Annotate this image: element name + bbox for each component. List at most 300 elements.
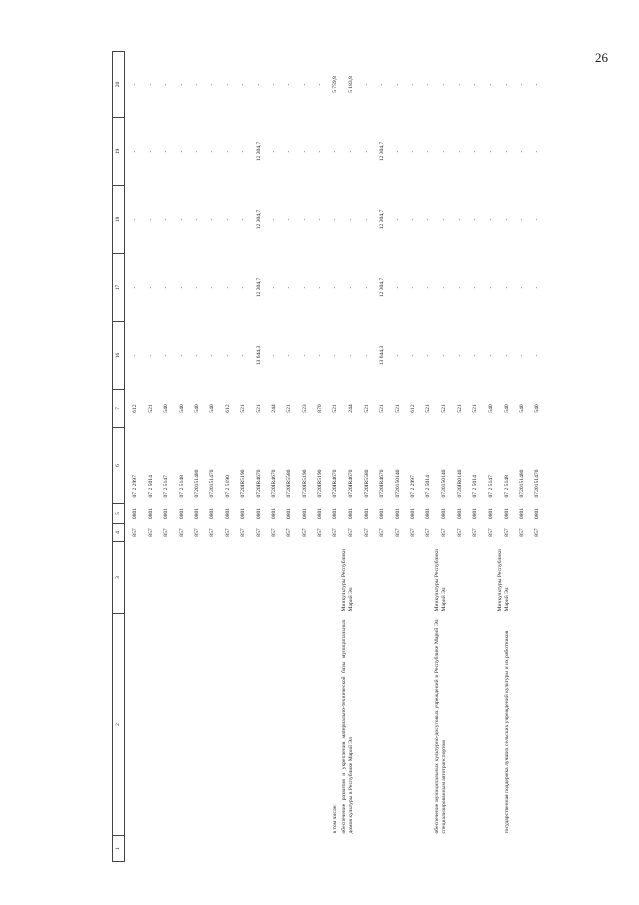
amount-2018-cell: - bbox=[441, 218, 448, 221]
ministry-code-cell: 857 bbox=[441, 528, 448, 537]
amount-2018-cell: - bbox=[394, 218, 401, 221]
amount-2016-cell: - bbox=[193, 354, 200, 357]
amount-2019-cell: - bbox=[363, 150, 370, 153]
amount-2020-cell: - bbox=[410, 83, 417, 86]
amount-2016-cell: - bbox=[487, 354, 494, 357]
amount-2020-cell: - bbox=[178, 83, 185, 86]
column-header: 7 bbox=[113, 390, 125, 428]
section-code-cell: 0801 bbox=[410, 507, 417, 520]
ministry-code-cell: 857 bbox=[534, 528, 541, 537]
expense-type-cell: 521 bbox=[425, 404, 432, 413]
target-article-cell: 0720IR4670 bbox=[270, 469, 277, 498]
amount-2019-cell: - bbox=[286, 150, 293, 153]
amount-2020-cell: - bbox=[209, 83, 216, 86]
amount-2016-cell: - bbox=[518, 354, 525, 357]
responsible-cell bbox=[233, 542, 248, 614]
amount-2020-cell: - bbox=[518, 83, 525, 86]
ministry-code-cell: 857 bbox=[472, 528, 479, 537]
description-cell bbox=[356, 614, 371, 836]
amount-2018-cell: - bbox=[270, 218, 277, 221]
section-code-cell: 0801 bbox=[317, 507, 324, 520]
amount-2017-cell: - bbox=[132, 286, 139, 289]
description-cell bbox=[248, 614, 263, 836]
amount-2016-cell: - bbox=[363, 354, 370, 357]
expense-type-cell: 521 bbox=[394, 404, 401, 413]
table-row bbox=[387, 52, 402, 862]
amount-2016-cell: - bbox=[178, 354, 185, 357]
table-row bbox=[480, 52, 495, 862]
target-article-cell: 07 2 2997 bbox=[410, 475, 417, 498]
target-article-cell: 0720IR4670 bbox=[255, 469, 262, 498]
expense-type-cell: 540 bbox=[178, 404, 185, 413]
expense-type-cell: 523 bbox=[301, 404, 308, 413]
amount-2016-cell: - bbox=[240, 354, 247, 357]
amount-2020-cell: - bbox=[147, 83, 154, 86]
section-code-cell: 0801 bbox=[487, 507, 494, 520]
amount-2020-cell: - bbox=[534, 83, 541, 86]
amount-2019-cell: - bbox=[332, 150, 339, 153]
column-header: 4 bbox=[113, 524, 125, 542]
table-row bbox=[496, 52, 512, 862]
target-article-cell: 0720IR5190 bbox=[240, 469, 247, 498]
row-number-cell bbox=[264, 836, 279, 862]
responsible-cell bbox=[202, 542, 217, 614]
column-header: 16 bbox=[113, 322, 125, 390]
responsible-cell bbox=[125, 542, 141, 614]
amount-2019-cell: 12 304,7 bbox=[255, 141, 262, 162]
amount-2017-cell: - bbox=[163, 286, 170, 289]
amount-2019-cell: - bbox=[270, 150, 277, 153]
amount-2016-cell: - bbox=[209, 354, 216, 357]
page-number: 26 bbox=[595, 50, 608, 65]
amount-2020-cell: - bbox=[379, 83, 386, 86]
section-code-cell: 0801 bbox=[270, 507, 277, 520]
section-code-cell: 0801 bbox=[240, 507, 247, 520]
target-article-cell: 0720150140 bbox=[394, 469, 401, 498]
amount-2020-cell: - bbox=[472, 83, 479, 86]
amount-2018-cell: - bbox=[487, 218, 494, 221]
table-row bbox=[248, 52, 263, 862]
ministry-code-cell: 857 bbox=[425, 528, 432, 537]
ministry-code-cell: 857 bbox=[348, 528, 355, 537]
section-code-cell: 0801 bbox=[441, 507, 448, 520]
description-cell bbox=[264, 614, 279, 836]
responsible-cell bbox=[418, 542, 433, 614]
target-article-cell: 0720151470 bbox=[534, 469, 541, 498]
amount-2019-cell: - bbox=[487, 150, 494, 153]
expense-type-cell: 521 bbox=[255, 404, 262, 413]
target-article-cell: 07 2 5148 bbox=[503, 475, 510, 498]
responsible-cell bbox=[140, 542, 155, 614]
amount-2019-cell: - bbox=[410, 150, 417, 153]
row-number-cell bbox=[480, 836, 495, 862]
description-cell bbox=[418, 614, 433, 836]
header-row bbox=[113, 52, 125, 862]
table-row bbox=[512, 52, 527, 862]
expense-type-cell: 540 bbox=[518, 404, 525, 413]
ministry-code-cell: 857 bbox=[363, 528, 370, 537]
column-header: 3 bbox=[113, 542, 125, 614]
amount-2019-cell: - bbox=[193, 150, 200, 153]
row-number-cell bbox=[217, 836, 232, 862]
table-body bbox=[125, 52, 543, 862]
ministry-code-cell: 857 bbox=[301, 528, 308, 537]
section-code-cell: 0801 bbox=[132, 507, 139, 520]
amount-2019-cell: - bbox=[503, 150, 510, 153]
table-row bbox=[372, 52, 387, 862]
amount-2018-cell: - bbox=[425, 218, 432, 221]
section-code-cell: 0801 bbox=[209, 507, 216, 520]
row-number-cell bbox=[403, 836, 418, 862]
responsible-cell bbox=[480, 542, 495, 614]
amount-2018-cell: - bbox=[332, 218, 339, 221]
ministry-code-cell: 857 bbox=[163, 528, 170, 537]
amount-2019-cell: - bbox=[163, 150, 170, 153]
expense-type-cell: 244 bbox=[270, 404, 277, 413]
amount-2016-cell: - bbox=[394, 354, 401, 357]
amount-2017-cell: - bbox=[472, 286, 479, 289]
ministry-code-cell: 857 bbox=[132, 528, 139, 537]
section-code-cell: 0801 bbox=[286, 507, 293, 520]
ministry-code-cell: 857 bbox=[317, 528, 324, 537]
description-cell bbox=[480, 614, 495, 836]
description-cell bbox=[233, 614, 248, 836]
description-cell: государственная поддержка лучших сельских учреждений культуры и их работников bbox=[503, 630, 510, 834]
amount-2019-cell: - bbox=[534, 150, 541, 153]
row-number-cell bbox=[202, 836, 217, 862]
description-cell bbox=[171, 614, 186, 836]
amount-2019-cell: - bbox=[240, 150, 247, 153]
description-cell bbox=[217, 614, 232, 836]
amount-2016-cell: - bbox=[163, 354, 170, 357]
amount-2020-cell: - bbox=[255, 83, 262, 86]
amount-2020-cell: - bbox=[240, 83, 247, 86]
amount-2020-cell: - bbox=[193, 83, 200, 86]
ministry-code-cell: 857 bbox=[147, 528, 154, 537]
amount-2018-cell: - bbox=[286, 218, 293, 221]
amount-2017-cell: 12 304,7 bbox=[379, 277, 386, 298]
amount-2016-cell: 13 644,3 bbox=[379, 345, 386, 366]
amount-2017-cell: - bbox=[209, 286, 216, 289]
column-header: 19 bbox=[113, 118, 125, 186]
amount-2016-cell: - bbox=[224, 354, 231, 357]
amount-2018-cell: - bbox=[193, 218, 200, 221]
expense-type-cell: 244 bbox=[348, 404, 355, 413]
amount-2017-cell: - bbox=[441, 286, 448, 289]
amount-2016-cell: - bbox=[534, 354, 541, 357]
row-number-cell bbox=[310, 836, 325, 862]
section-code-cell: 0801 bbox=[348, 507, 355, 520]
expense-type-cell: 540 bbox=[193, 404, 200, 413]
responsible-cell bbox=[217, 542, 232, 614]
amount-2018-cell: - bbox=[410, 218, 417, 221]
amount-2020-cell: - bbox=[363, 83, 370, 86]
target-article-cell: 07 2 5147 bbox=[487, 475, 494, 498]
amount-2018-cell: - bbox=[518, 218, 525, 221]
description-cell bbox=[512, 614, 527, 836]
description-cell bbox=[387, 614, 402, 836]
description-cell bbox=[310, 614, 325, 836]
responsible-cell bbox=[449, 542, 464, 614]
section-code-cell: 0801 bbox=[224, 507, 231, 520]
amount-2020-cell: - bbox=[163, 83, 170, 86]
responsible-cell bbox=[171, 542, 186, 614]
column-header: 1 bbox=[113, 836, 125, 862]
row-number-cell bbox=[140, 836, 155, 862]
row-number-cell bbox=[279, 836, 294, 862]
amount-2017-cell: - bbox=[425, 286, 432, 289]
row-number-cell bbox=[233, 836, 248, 862]
amount-2017-cell: - bbox=[147, 286, 154, 289]
table-row bbox=[418, 52, 433, 862]
section-code-cell: 0801 bbox=[147, 507, 154, 520]
amount-2020-cell: - bbox=[441, 83, 448, 86]
responsible-cell bbox=[527, 542, 542, 614]
expense-type-cell: 521 bbox=[363, 404, 370, 413]
row-number-cell bbox=[356, 836, 371, 862]
row-number-cell bbox=[449, 836, 464, 862]
responsible-cell bbox=[294, 542, 309, 614]
section-code-cell: 0801 bbox=[425, 507, 432, 520]
amount-2018-cell: - bbox=[317, 218, 324, 221]
section-code-cell: 0801 bbox=[363, 507, 370, 520]
amount-2017-cell: 12 304,7 bbox=[255, 277, 262, 298]
ministry-code-cell: 857 bbox=[410, 528, 417, 537]
amount-2018-cell: 12 304,7 bbox=[379, 209, 386, 230]
ministry-code-cell: 857 bbox=[487, 528, 494, 537]
target-article-cell: 0720IR5580 bbox=[363, 469, 370, 498]
responsible-cell bbox=[372, 542, 387, 614]
expense-type-cell: 521 bbox=[472, 404, 479, 413]
table-row bbox=[294, 52, 309, 862]
amount-2020-cell: - bbox=[270, 83, 277, 86]
ministry-code-cell: 857 bbox=[224, 528, 231, 537]
target-article-cell: 0720151470 bbox=[209, 469, 216, 498]
table-row bbox=[340, 52, 356, 862]
amount-2019-cell: - bbox=[425, 150, 432, 153]
responsible-cell: Минкультуры Республики Марий Эл bbox=[341, 549, 355, 612]
amount-2018-cell: - bbox=[147, 218, 154, 221]
ministry-code-cell: 857 bbox=[270, 528, 277, 537]
amount-2017-cell: - bbox=[518, 286, 525, 289]
row-number-cell bbox=[125, 836, 141, 862]
section-code-cell: 0801 bbox=[472, 507, 479, 520]
row-number-cell bbox=[387, 836, 402, 862]
row-number-cell bbox=[496, 836, 512, 862]
description-cell bbox=[527, 614, 542, 836]
section-code-cell: 0801 bbox=[518, 507, 525, 520]
amount-2017-cell: - bbox=[363, 286, 370, 289]
amount-2016-cell: - bbox=[332, 354, 339, 357]
amount-2017-cell: - bbox=[456, 286, 463, 289]
amount-2020-cell: - bbox=[317, 83, 324, 86]
section-code-cell: 0801 bbox=[178, 507, 185, 520]
amount-2018-cell: 12 304,7 bbox=[255, 209, 262, 230]
table-row bbox=[233, 52, 248, 862]
amount-2020-cell: - bbox=[425, 83, 432, 86]
target-article-cell: 0720151480 bbox=[193, 469, 200, 498]
expense-type-cell: 521 bbox=[240, 404, 247, 413]
amount-2017-cell: - bbox=[487, 286, 494, 289]
amount-2018-cell: - bbox=[456, 218, 463, 221]
amount-2016-cell: - bbox=[270, 354, 277, 357]
amount-2016-cell: - bbox=[132, 354, 139, 357]
section-code-cell: 0801 bbox=[503, 507, 510, 520]
amount-2019-cell: - bbox=[441, 150, 448, 153]
target-article-cell: 07 2 5014 bbox=[425, 475, 432, 498]
amount-2019-cell: 12 304,7 bbox=[379, 141, 386, 162]
description-cell bbox=[449, 614, 464, 836]
amount-2016-cell: 13 644,3 bbox=[255, 345, 262, 366]
target-article-cell: 0720IR4670 bbox=[332, 469, 339, 498]
column-header: 18 bbox=[113, 186, 125, 254]
responsible-cell bbox=[356, 542, 371, 614]
target-article-cell: 07 2 5014 bbox=[472, 475, 479, 498]
description-cell bbox=[140, 614, 155, 836]
target-article-cell: 07 2 2997 bbox=[132, 475, 139, 498]
amount-2018-cell: - bbox=[301, 218, 308, 221]
table-row bbox=[125, 52, 141, 862]
responsible-cell bbox=[187, 542, 202, 614]
amount-2017-cell: - bbox=[332, 286, 339, 289]
responsible-cell bbox=[403, 542, 418, 614]
expense-type-cell: 540 bbox=[209, 404, 216, 413]
amount-2017-cell: - bbox=[178, 286, 185, 289]
amount-2016-cell: - bbox=[456, 354, 463, 357]
table-row bbox=[325, 52, 340, 862]
section-code-cell: 0801 bbox=[456, 507, 463, 520]
amount-2016-cell: - bbox=[503, 354, 510, 357]
column-header: 20 bbox=[113, 52, 125, 118]
table-row bbox=[433, 52, 449, 862]
table-row bbox=[202, 52, 217, 862]
column-header: 5 bbox=[113, 504, 125, 524]
row-number-cell bbox=[418, 836, 433, 862]
expense-type-cell: 540 bbox=[503, 404, 510, 413]
column-header: 2 bbox=[113, 614, 125, 836]
amount-2019-cell: - bbox=[301, 150, 308, 153]
responsible-cell bbox=[465, 542, 480, 614]
description-cell bbox=[187, 614, 202, 836]
amount-2017-cell: - bbox=[240, 286, 247, 289]
row-number-cell bbox=[294, 836, 309, 862]
target-article-cell: 0720IR4670 bbox=[379, 469, 386, 498]
target-article-cell: 0720IR0140 bbox=[456, 469, 463, 498]
amount-2020-cell: - bbox=[224, 83, 231, 86]
expense-type-cell: 540 bbox=[163, 404, 170, 413]
row-number-cell bbox=[171, 836, 186, 862]
ministry-code-cell: 857 bbox=[379, 528, 386, 537]
section-code-cell: 0801 bbox=[332, 507, 339, 520]
ministry-code-cell: 857 bbox=[456, 528, 463, 537]
amount-2018-cell: - bbox=[348, 218, 355, 221]
amount-2017-cell: - bbox=[301, 286, 308, 289]
table-row bbox=[465, 52, 480, 862]
amount-2020-cell: - bbox=[456, 83, 463, 86]
description-cell bbox=[465, 614, 480, 836]
table-row bbox=[217, 52, 232, 862]
amount-2020-cell: - bbox=[487, 83, 494, 86]
responsible-cell: Минкультуры Республики Марий Эл bbox=[496, 549, 510, 612]
description-cell: обеспечение развития и укрепления материально-технической базы муниципальных домов культуры в Республике Марий Эл bbox=[341, 619, 355, 834]
row-number-cell bbox=[527, 836, 542, 862]
amount-2019-cell: - bbox=[209, 150, 216, 153]
responsible-cell bbox=[279, 542, 294, 614]
responsible-cell bbox=[310, 542, 325, 614]
target-article-cell: 07 2 5148 bbox=[178, 475, 185, 498]
row-number-cell bbox=[372, 836, 387, 862]
table-row bbox=[264, 52, 279, 862]
responsible-cell bbox=[264, 542, 279, 614]
expense-type-cell: 612 bbox=[132, 404, 139, 413]
row-number-cell bbox=[187, 836, 202, 862]
amount-2020-cell: 5 183,8 bbox=[348, 76, 355, 93]
table-row bbox=[310, 52, 325, 862]
target-article-cell: 07 2 5014 bbox=[147, 475, 154, 498]
amount-2016-cell: - bbox=[441, 354, 448, 357]
target-article-cell: 0720151480 bbox=[518, 469, 525, 498]
amount-2020-cell: - bbox=[301, 83, 308, 86]
amount-2017-cell: - bbox=[286, 286, 293, 289]
ministry-code-cell: 857 bbox=[332, 528, 339, 537]
amount-2018-cell: - bbox=[132, 218, 139, 221]
amount-2016-cell: - bbox=[410, 354, 417, 357]
amount-2020-cell: - bbox=[503, 83, 510, 86]
row-number-cell bbox=[325, 836, 340, 862]
amount-2019-cell: - bbox=[456, 150, 463, 153]
responsible-cell bbox=[156, 542, 171, 614]
amount-2016-cell: - bbox=[472, 354, 479, 357]
amount-2017-cell: - bbox=[348, 286, 355, 289]
table-row bbox=[279, 52, 294, 862]
ministry-code-cell: 857 bbox=[255, 528, 262, 537]
amount-2016-cell: - bbox=[348, 354, 355, 357]
amount-2018-cell: - bbox=[363, 218, 370, 221]
section-code-cell: 0801 bbox=[163, 507, 170, 520]
amount-2017-cell: - bbox=[270, 286, 277, 289]
row-number-cell bbox=[340, 836, 356, 862]
amount-2016-cell: - bbox=[317, 354, 324, 357]
budget-table bbox=[112, 51, 542, 862]
target-article-cell: 0720IR5580 bbox=[286, 469, 293, 498]
expense-type-cell: 870 bbox=[317, 404, 324, 413]
amount-2019-cell: - bbox=[178, 150, 185, 153]
description-cell bbox=[202, 614, 217, 836]
responsible-cell: Минкультуры Республики Марий Эл bbox=[434, 549, 448, 612]
ministry-code-cell: 857 bbox=[209, 528, 216, 537]
amount-2017-cell: - bbox=[503, 286, 510, 289]
expense-type-cell: 612 bbox=[224, 404, 231, 413]
amount-2020-cell: - bbox=[286, 83, 293, 86]
description-cell bbox=[372, 614, 387, 836]
responsible-cell bbox=[512, 542, 527, 614]
table-row bbox=[156, 52, 171, 862]
amount-2018-cell: - bbox=[240, 218, 247, 221]
expense-type-cell: 540 bbox=[487, 404, 494, 413]
amount-2016-cell: - bbox=[286, 354, 293, 357]
expense-type-cell: 521 bbox=[379, 404, 386, 413]
table-row bbox=[527, 52, 542, 862]
amount-2020-cell: 5 759,8 bbox=[332, 76, 339, 93]
amount-2019-cell: - bbox=[132, 150, 139, 153]
amount-2018-cell: - bbox=[224, 218, 231, 221]
ministry-code-cell: 857 bbox=[286, 528, 293, 537]
column-header: 17 bbox=[113, 254, 125, 322]
amount-2018-cell: - bbox=[472, 218, 479, 221]
section-code-cell: 0801 bbox=[193, 507, 200, 520]
table-row bbox=[187, 52, 202, 862]
target-article-cell: 0720IR5190 bbox=[301, 469, 308, 498]
